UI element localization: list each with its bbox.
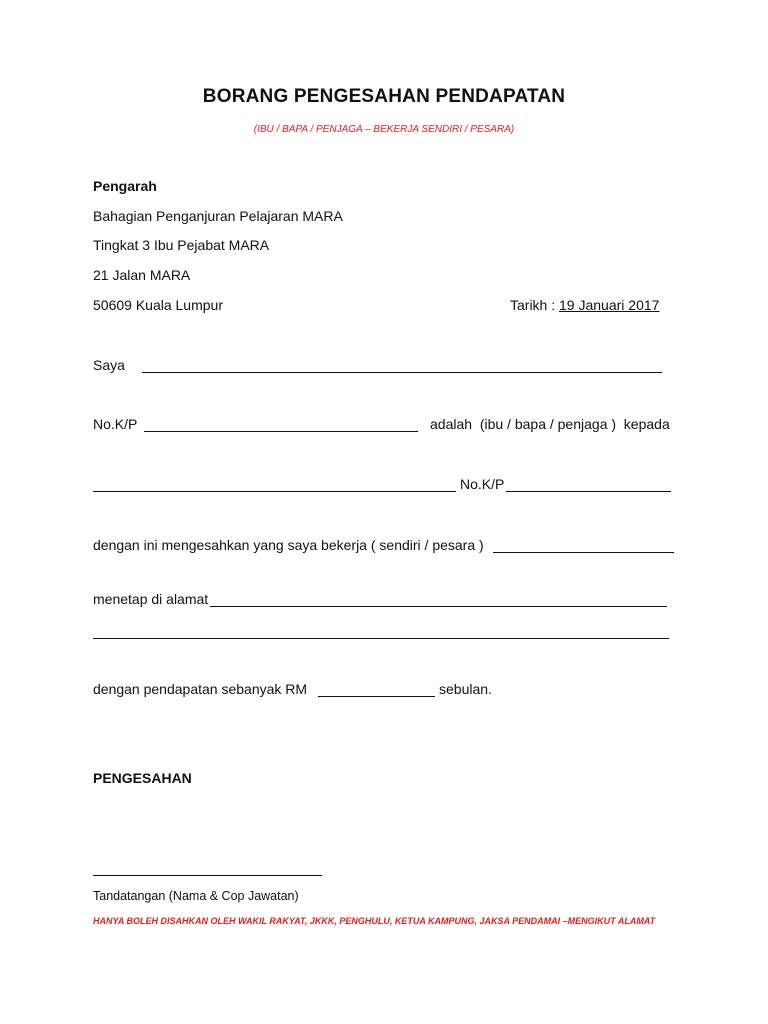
address-line-3: 21 Jalan MARA [93,267,191,283]
signature-line[interactable] [93,875,322,876]
child-name-blank-line[interactable] [93,491,456,492]
income-blank-line[interactable] [318,696,435,697]
signature-label: Tandatangan (Nama & Cop Jawatan) [93,889,299,903]
child-nokp-blank-line[interactable] [506,491,671,492]
date-label: Tarikh : [510,297,560,313]
alamat-blank-line-1[interactable] [210,606,667,607]
child-nokp-label: No.K/P [460,476,505,492]
verification-heading: PENGESAHAN [93,770,192,786]
recipient-title: Pengarah [93,178,157,194]
alamat-blank-line-2[interactable] [93,638,669,639]
date-field [510,297,659,313]
alamat-label: menetap di alamat [93,591,209,607]
nokp-blank-line[interactable] [144,431,418,432]
saya-label: Saya [93,357,125,373]
work-text: dengan ini mengesahkan yang saya bekerja ( sendiri / pesara ) [93,537,484,553]
saya-blank-line[interactable] [142,372,662,373]
nokp-label: No.K/P [93,416,138,432]
relation-text: adalah (ibu / bapa / penjaga ) kepada [430,416,670,432]
income-label: dengan pendapatan sebanyak RM [93,681,308,697]
verification-note: HANYA BOLEH DISAHKAN OLEH WAKIL RAKYAT, JKKK, PENGHULU, KETUA KAMPUNG, JAKSA PENDAMAI –MENGIKUT ALAMAT [93,916,656,926]
work-blank-line[interactable] [493,552,674,553]
form-title: BORANG PENGESAHAN PENDAPATAN [202,86,566,107]
address-line-4: 50609 Kuala Lumpur [93,297,223,313]
address-line-2: Tingkat 3 Ibu Pejabat MARA [93,237,270,253]
income-suffix: sebulan. [439,681,492,697]
date-value: 19 Januari 2017 [559,297,660,313]
form-subtitle: (IBU / BAPA / PENJAGA – BEKERJA SENDIRI / PESARA) [253,124,515,135]
address-line-1: Bahagian Penganjuran Pelajaran MARA [93,208,343,224]
